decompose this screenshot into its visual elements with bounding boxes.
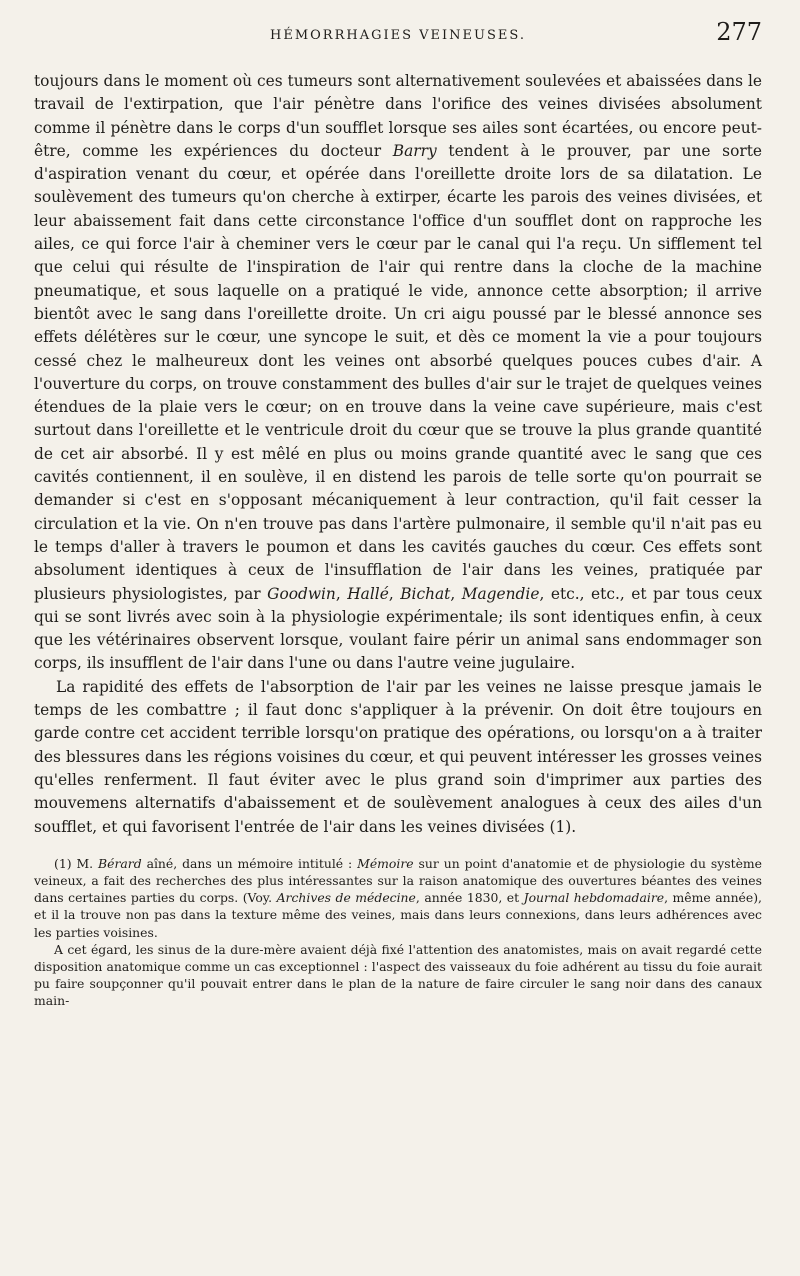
footnotes: [34, 855, 762, 1010]
text-run: aîné, dans un mémoire intitulé :: [141, 855, 358, 871]
running-head: [34, 0, 762, 70]
body-text: [34, 70, 762, 839]
text-run: tendent à le prouver, par une sorte d'aspiration venant du cœur, et opérée dans l'oreillette droite lors de sa dilatation. Le soulèvement des tumeurs qu'on cherche à extirper, écarte les parois des veines divisées, et leur abaissement fait dans cette circonstance l'office d'un soufflet dont on rapproche les ailes, ce qui force l'air à cheminer vers le cœur par le canal qui l'a reçu. Un sifflement tel que celui qui résulte de l'inspiration de l'air qui rentre dans la cloche de la machine pneumatique, et sous laquelle on a pratiqué le vide, annonce cette absorption; il arrive bientôt avec le sang dans l'oreillette droite. Un cri aigu poussé par le blessé annonce ses effets délétères sur le cœur, une syncope le suit, et dès ce moment la vie a pour toujours cessé chez le malheureux dont les veines ont absorbé quelques pouces cubes d'air. A l'ouverture du corps, on trouve constamment des bulles d'air sur le trajet de quelques veines étendues de la plaie vers le cœur; on en trouve dans la veine cave supérieure, mais c'est surtout dans l'oreillette et le ventricule droit du cœur que se trouve la plus grande quantité de cet air absorbé. Il y est mêlé en plus ou moins grande quantité avec le sang que ces cavités contiennent, il en soulève, il en distend les parois de telle sorte qu'on pourrait se demander si c'est en s'opposant mécaniquement à leur contraction, qu'il fait cesser la circulation et la vie. On n'en trouve pas dans l'artère pulmonaire, il semble qu'il n'ait pas eu le temps d'aller à travers le poumon et dans les cavités gauches du cœur. Ces effets sont absolument identiques à ceux de l'insufflation de l'air dans les veines, pratiquée par plusieurs physiologistes, par: [34, 141, 762, 603]
text-run: sur un point d'anatomie et de physiologie du système veineux, a fait des recherches des plus intéressantes sur la raison anatomique des ouvertures béantes des veines dans certaines parties du corps. (Voy.: [34, 855, 762, 906]
text-run: ,: [450, 584, 462, 603]
text-run: ,: [388, 584, 401, 603]
text-run: toujours dans le moment où ces tumeurs sont alternativement soulevées et abaissées dans le travail de l'extirpation, que l'air pénètre dans l'orifice des veines divisées absolument comme il pénètre dans le corps d'un soufflet lorsque ses ailes sont écartées, ou encore peut-être, comme les expériences du docteur: [34, 72, 762, 160]
text-run: ,: [335, 584, 348, 603]
author-name: Goodwin: [267, 584, 336, 603]
text-run: , même année), et il la trouve non pas dans la texture même des veines, mais dans leurs connexions, dans leurs adhérences avec les parties voisines.: [34, 890, 762, 940]
author-name: Magendie: [461, 584, 540, 603]
paragraph: La rapidité des effets de l'absorption de l'air par les veines ne laisse presque jamais le temps de les combattre ; il faut donc s'appliquer à la prévenir. On doit être toujours en garde contre cet accident terrible lorsqu'on pratique des opérations, ou lorsqu'on a à traiter des blessures dans les régions voisines du cœur, et qui peuvent intéresser les grosses veines qu'elles renferment. Il faut éviter avec le plus grand soin d'imprimer aux parties des mouvemens alternatifs d'abaissement et de soulèvement analogues à ceux des ailes d'un soufflet, et qui favorisent l'entrée de l'air dans les veines divisées (1).: [34, 677, 762, 836]
text-run: (1) M.: [54, 855, 99, 871]
running-title: HÉMORRHAGIES VEINEUSES.: [270, 28, 526, 43]
text-run: , année 1830, et: [415, 890, 524, 906]
footnote-1: [34, 855, 762, 941]
text-run: , etc., etc., et par tous ceux qui se sont livrés avec soin à la physiologie expérimentale; ils sont identiques enfin, à ceux que les vétérinaires observent lorsque, voulant faire périr un animal sans endommager son corps, ils insufflent de l'air dans l'une ou dans l'autre veine jugulaire.: [34, 584, 762, 673]
work-title: Mémoire: [357, 855, 414, 871]
author-name: Barry: [392, 141, 437, 160]
journal-title: Journal hebdomadaire: [523, 890, 665, 906]
journal-title: Archives de médecine: [276, 890, 416, 906]
author-name: Bichat: [400, 584, 451, 603]
paragraph-continued: [34, 70, 762, 676]
page-number: 277: [716, 18, 762, 46]
author-name: Hallé: [347, 584, 389, 603]
author-name: Bérard: [98, 855, 142, 871]
footnote-continuation: A cet égard, les sinus de la dure-mère avaient déjà fixé l'attention des anatomistes, mais on avait regardé cette disposition anatomique comme un cas exceptionnel : l'aspect des vaisseaux du foie adhérent au tissu du foie aurait pu faire soupçonner qu'il pouvait entrer dans le plan de la nature de faire circuler le sang noir dans des canaux main-: [34, 941, 762, 1009]
